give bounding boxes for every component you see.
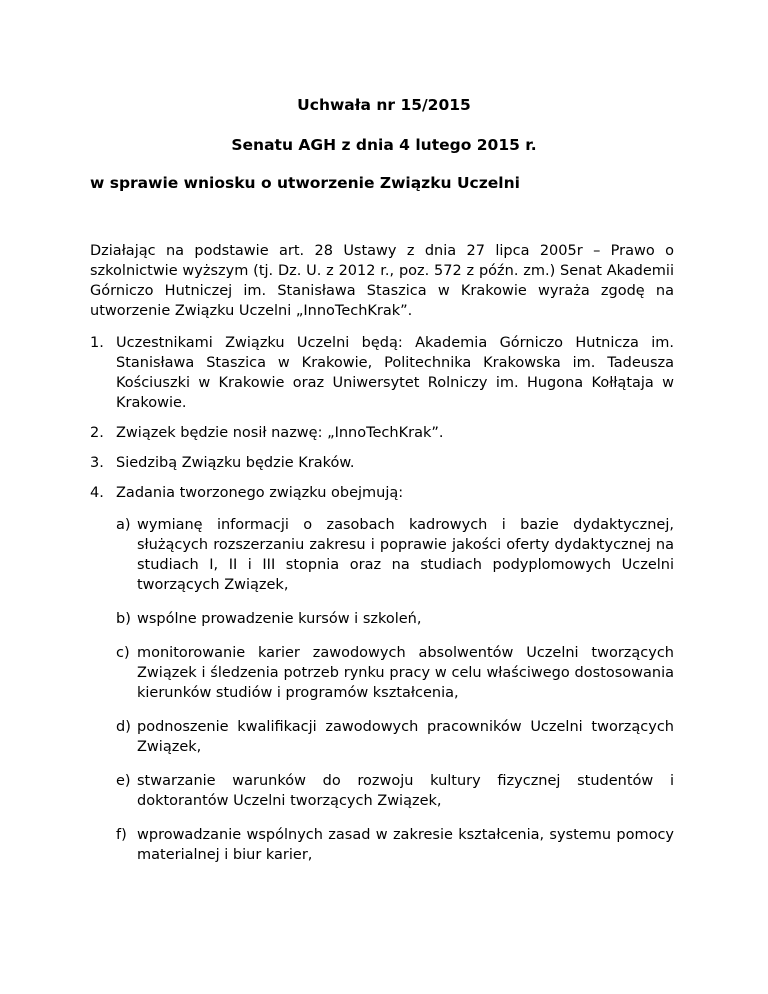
- subitem-text: monitorowanie karier zawodowych absolwentów Uczelni tworzących Związek i śledzenia potrzeb rynku pracy w celu właściwego dostosowania kierunków studiów i programów kształcenia,: [137, 645, 674, 701]
- sublist-item: [116, 825, 674, 865]
- item-text: Siedzibą Związku będzie Kraków.: [116, 455, 355, 471]
- subitem-text: wprowadzanie wspólnych zasad w zakresie kształcenia, systemu pomocy materialnej i biur karier,: [137, 827, 674, 863]
- resolution-subject: w sprawie wniosku o utworzenie Związku Uczelni: [90, 174, 520, 192]
- subitem-letter: e): [116, 773, 131, 789]
- list-item: [90, 483, 674, 865]
- resolution-title: Uchwała nr 15/2015: [297, 96, 471, 114]
- sublist-item: [116, 771, 674, 811]
- subitem-text: wspólne prowadzenie kursów i szkoleń,: [137, 611, 422, 627]
- subitem-letter: c): [116, 645, 130, 661]
- subitem-letter: a): [116, 517, 131, 533]
- item-text: Uczestnikami Związku Uczelni będą: Akademia Górniczo Hutnicza im. Stanisława Staszica w Krakowie, Politechnika Krakowska im. Tadeusza Kościuszki w Krakowie oraz Uniwersytet Rolniczy im. Hugona Kołłątaja w Krakowie.: [116, 335, 674, 411]
- subitem-text: podnoszenie kwalifikacji zawodowych pracowników Uczelni tworzących Związek,: [137, 719, 674, 755]
- subitem-text: wymianę informacji o zasobach kadrowych i bazie dydaktycznej, służących rozszerzaniu zakresu i poprawie jakości oferty dydaktycznej na studiach I, II i III stopnia oraz na studiach podyplomowych Uczelni tworzących Związek,: [137, 517, 674, 593]
- list-item: [90, 453, 674, 473]
- subitem-letter: f): [116, 827, 127, 843]
- item-number: 1.: [90, 335, 104, 351]
- sublist-item: [116, 643, 674, 703]
- item-number: 3.: [90, 455, 104, 471]
- list-item: [90, 333, 674, 413]
- sublist-item: [116, 717, 674, 757]
- resolution-subtitle: Senatu AGH z dnia 4 lutego 2015 r.: [231, 136, 537, 154]
- subitem-text: stwarzanie warunków do rozwoju kultury fizycznej studentów i doktorantów Uczelni tworzących Związek,: [137, 773, 674, 809]
- subitem-letter: b): [116, 611, 131, 627]
- item-text: Związek będzie nosił nazwę: „InnoTechKrak”.: [116, 425, 444, 441]
- list-item: [90, 423, 674, 443]
- subitem-letter: d): [116, 719, 131, 735]
- sublist-item: [116, 515, 674, 595]
- sublist-item: [116, 609, 674, 629]
- item-number: 4.: [90, 485, 104, 501]
- item-text: Zadania tworzonego związku obejmują:: [116, 485, 404, 501]
- intro-paragraph: Działając na podstawie art. 28 Ustawy z dnia 27 lipca 2005r – Prawo o szkolnictwie wyższym (tj. Dz. U. z 2012 r., poz. 572 z późn. zm.) Senat Akademii Górniczo Hutniczej im. Stanisława Staszica w Krakowie wyraża zgodę na utworzenie Związku Uczelni „InnoTechKrak”.: [90, 243, 674, 319]
- numbered-list: [90, 333, 674, 865]
- lettered-sublist: [116, 515, 674, 865]
- item-number: 2.: [90, 425, 104, 441]
